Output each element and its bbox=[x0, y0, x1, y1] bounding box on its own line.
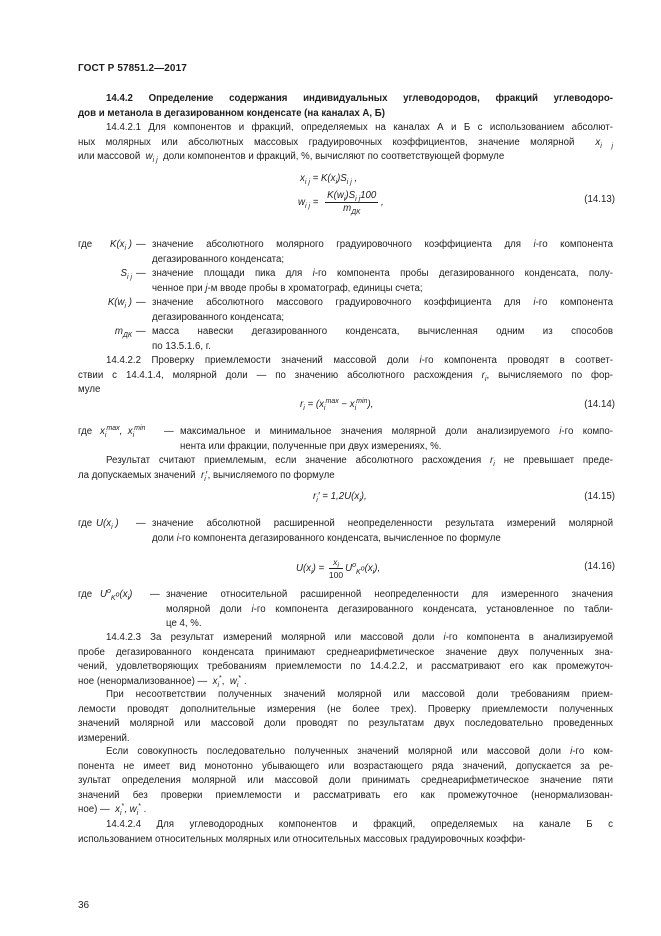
definition-S-ij: значение площади пика для i-го компонента пробы дегазированного конденсата, полу- ченное при j-м вводе пробы в хроматограф, единицы счета; bbox=[152, 268, 614, 294]
paragraph-14-4-2-3: 14.4.2.3 За результат измерений молярной или массовой доли i-го компонента в анализируемой пробе дегазированного конденсата принимают среднеарифметическое значение двух полученных зна- чений, удовлетворяющих требованиям приемлемости по 14.4.2.2, и рассматривают его как промежуточ- ное (ненормализованное) — $x_i^*$, $w_i^*$ . bbox=[78, 632, 613, 689]
section-title-line-1: 14.4.2 Определение содержания индивидуальных углеводородов, фракций углеводоро- bbox=[106, 93, 613, 104]
symbol-K-xi: $K(x_i$ ) bbox=[109, 239, 132, 252]
equation-number-14-13: (14.13) bbox=[584, 194, 615, 205]
symbol-S-ij: $S_{i j}$ bbox=[120, 268, 132, 281]
where-label-2: где bbox=[78, 426, 93, 437]
paragraph-14-4-2-4: 14.4.2.4 Для углеводородных компонентов и фракций, определяемых на канале Б с использованием относительных молярных или относительных массовых градуировочных коэффи- bbox=[78, 819, 613, 845]
equation-14-16: $U(x_i)$ = $\frac{x_i}{100}$ $U^o_{K^o}(x_i)$, bbox=[296, 557, 381, 580]
section-title-line-2: дов и метанола в дегазированном конденсате (на каналах А, Б) bbox=[78, 107, 385, 119]
page-number: 36 bbox=[78, 900, 90, 911]
paragraph-14-4-2-1: 14.4.2.1 Для компонентов и фракций, определяемых на каналах А и Б с использованием абсолют- ных молярных или абсолютных массовых градуировочных коэффициентов, значение молярной $x_{i j}$ или массовой $w_{i j}$ доли компонентов и фракций, %, вычисляют по соответствующей формуле bbox=[78, 122, 613, 165]
definition-K-xi: значение абсолютного молярного градуировочного коэффициента для i-го компонента дегазированного конденсата; bbox=[152, 239, 613, 265]
document-header: ГОСТ Р 57851.2—2017 bbox=[78, 63, 187, 74]
paragraph-non-compliance: При несоответствии полученных значений молярной или массовой доли требованиям прием- лемости проводят дополнительные измерения (не более трех). Проверку приемлемости полученных значений молярной или массовой доли проводят по результатам двух последовательно проведенных измерений. bbox=[78, 689, 613, 744]
definition-K-wi: значение абсолютного массового градуировочного коэффициента для i-го компонента дегазированного конденсата; bbox=[152, 297, 613, 323]
equation-14-13-line-1: $x_{i j} = K(x_i)S_{i j}$ , bbox=[300, 173, 358, 186]
paragraph-sequence: Если совокупность последовательно полученных значений молярной или массовой доли i-го ком- понента не имеет вид монотонно убывающего или возрастающего ряда значений, допускается за ре- зультат определения молярной или массовой доли принимать среднеарифметическое значение пяти значений без проверки приемлемости и рассматривать его как промежуточное (ненормализован- ное) — $x_i^*$, $w_i^*$ . bbox=[78, 746, 614, 818]
where-label-3: где bbox=[78, 518, 93, 529]
where-label-4: где bbox=[78, 589, 93, 600]
symbol-U-rel: $U^o_{K^o}(x_i)$ bbox=[100, 587, 133, 602]
equation-number-14-14: (14.14) bbox=[584, 399, 615, 410]
equation-number-14-16: (14.16) bbox=[584, 561, 615, 572]
section-title bbox=[78, 92, 613, 121]
paragraph-14-4-2-2: 14.4.2.2 Проверку приемлемости значений массовой доли i-го компонента проводят в соответ- ствии с 14.4.1.4, молярной доли — по значению абсолютного расхождения $r_i$, вычисляемого по фор- муле bbox=[78, 355, 613, 396]
equation-14-14: $r_i = (x_i^{max} - x_i^{min})$, bbox=[300, 397, 374, 412]
symbol-K-wi: $K(w_i$ ) bbox=[107, 297, 132, 310]
definition-x-max-min: максимальное и минимальное значения молярной доли анализируемого i-го компо- нента или фракции, полученные при двух измерениях, %. bbox=[180, 426, 613, 452]
definition-U-rel: значение относительной расширенной неопределенности для измеренного значения молярной доли i-го компонента дегазированного конденсата, установленное по табли- це 4, %. bbox=[166, 589, 614, 630]
definition-m-DK: масса навески дегазированного конденсата, вычисленная одним из способов по 13.5.1.6, г. bbox=[152, 326, 613, 352]
where-label-1: где bbox=[78, 239, 93, 250]
equation-14-15: $r_i' = 1,2U(x_i)$, bbox=[313, 491, 367, 504]
symbol-U-xi: $U(x_i$ ) bbox=[96, 518, 119, 531]
symbol-x-max-min: $x_i^{max}$, $x_i^{min}$ bbox=[100, 424, 146, 439]
equation-number-14-15: (14.15) bbox=[584, 491, 615, 502]
paragraph-acceptability: Результат считают приемлемым, если значение абсолютного расхождения $r_i$ не превышает преде- ла допускаемых значений $r_i'$, вычисляемого по формуле bbox=[78, 455, 613, 483]
document-page: ГОСТ Р 57851.2—2017 14.4.2 Определение содержания индивидуальных углеводородов, фракций углеводоро- дов и метанола в дегазированном конденсате (на каналах А, Б) 14.4.2.1 Для компонентов и фракций, определяемых на каналах А и Б с использованием абсолют- ных молярных или абсолютных массовых градуировочных коэффициентов, значение молярной $x_{i j}$ или массовой $w_{i j}$ доли компонентов и фракций, %, вычисляют по соответствующей формуле $x_{i j} = K(x_i)S_{i j}$ , $w_{i j}$ = $\frac{K(w_i)S_{i j}100}{m_{ДК}}$ , (14.13) где $K(x_i$ ) — значение абсолютного молярного градуировочного коэффициента для i-го компонента дегазированного конденсата; $S_{i j}$ — значение площади пика для i-го компонента пробы дегазированного конденсата, полу- ченное при j-м вводе пробы в хроматограф, единицы счета; $K(w_i$ ) — значение абсолютного массового градуировочного коэффициента для i-го компонента дегазированного конденсата; $m_{ДК}$ — масса навески дегазированного конденсата, вычисленная одним из способов по 13.5.1.6, г. 14.4.2.2 Проверку приемлемости значений массовой доли i-го компонента проводят в соответ- ствии с 14.4.1.4, молярной доли — по значению абсолютного расхождения $r_i$, вычисляемого по фор- муле $r_i = (x_i^{max} - x_i^{min})$, (14.14) где $x_i^{max}$, $x_i^{min}$ — максимальное и минимальное значения молярной доли анализируемого i-го компо- нента или фракции, полученные при двух измерениях, %. Результат считают приемлемым, если значение абсолютного расхождения $r_i$ не превышает преде- ла допускаемых значений $r_i'$, вычисляемого по формуле $r_i' = 1,2U(x_i)$, (14.15) где $U(x_i$ ) — значение абсолютной расширенной неопределенности результата измерений молярной доли i-го компонента дегазированного конденсата, вычисленное по формуле $U(x_i)$ = $\frac{x_i}{100}$ $U^o_{K^o}(x_i)$, (14.16) где $U^o_{K^o}(x_i)$ — значение относительной расширенной неопределенности для измеренного значения молярной доли i-го компонента дегазированного конденсата, установленное по табли- це 4, %. 14.4.2.3 За результат измерений молярной или массовой доли i-го компонента в анализируемой пробе дегазированного конденсата принимают среднеарифметическое значение двух полученных зна- чений, удовлетворяющих требованиям приемлемости по 14.4.2.2, и рассматривают его как промежуточ- ное (ненормализованное) — $x_i^*$, $w_i^*$ . При несоответствии полученных значений молярной или массовой доли требованиям прием- лемости проводят дополнительные измерения (не более трех). Проверку приемлемости полученных значений молярной или массовой доли проводят по результатам двух последовательно проведенных измерений. Если совокупность последовательно полученных значений молярной или массовой доли i-го ком- понента не имеет вид монотонно убывающего или возрастающего ряда значений, допускается за ре- зультат определения молярной или массовой доли принимать среднеарифметическое значение пяти значений без проверки приемлемости и рассматривать его как промежуточное (ненормализован- ное) — $x_i^*$, $w_i^*$ . 14.4.2.4 Для углеводородных компонентов и фракций, определяемых на канале Б с использованием относительных молярных или относительных массовых градуировочных коэффи- 36 bbox=[0, 0, 661, 936]
symbol-m-DK: $m_{ДК}$ bbox=[114, 326, 132, 339]
equation-14-13-line-2: $w_{i j}$ = $\frac{K(w_i)S_{i j}100}{m_{ДК}}$ , bbox=[298, 190, 384, 216]
definition-U-xi: значение абсолютной расширенной неопределенности результата измерений молярной доли i-го компонента дегазированного конденсата, вычисленное по формуле bbox=[152, 518, 613, 544]
